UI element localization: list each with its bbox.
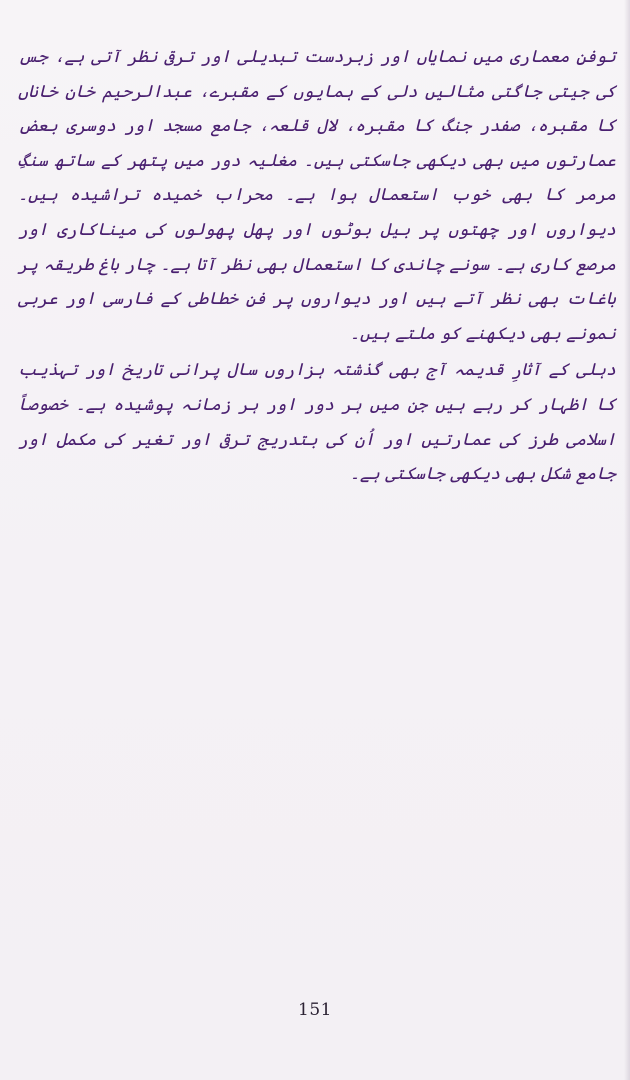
body-text: [18, 40, 616, 492]
page-edge-shadow: [624, 0, 630, 1080]
paragraph-delhi-monuments: دہلی کے آثارِ قدیمہ آج بھی گذشتہ ہزاروں سال پرانی تاریخ اور تہذیب کا اظہار کر رہے ہیں جن میں ہر دور اور ہر زمانہ پوشیدہ ہے۔ خصوصاً اسلامی طرز کی عمارتیں اور اُن کی بتدریج ترقی اور تغیر کی مکمل اور جامع شکل بھی دیکھی جاسکتی ہے۔: [18, 360, 616, 485]
page-number: 151: [298, 1000, 332, 1020]
paragraph-architecture: توفنِ معماری میں نمایاں اور زبردست تبدیلی اور ترقی نظر آتی ہے، جس کی جیتی جاگتی مثالیں دلی کے ہمایوں کے مقبرے، عبدالرحیم خان خاناں کا مقبرہ، صفدر جنگ کا مقبرہ، لال قلعہ، جامع مسجد اور دوسری بعض عمارتوں میں بھی دیکھی جاسکتی ہیں۔ مغلیہ دور میں پتھر کے ساتھ سنگِ مرمر کا بھی خوب استعمال ہوا ہے۔ محراب خمیدہ تراشیدہ ہیں۔ دیواروں اور چھتوں پر بیل بوٹوں اور پھل پھولوں کی میناکاری اور مرصع کاری ہے۔ سونے چاندی کا استعمال بھی نظر آتا ہے۔ چار باغ طریقہ پر باغات بھی نظر آتے ہیں اور دیواروں پر فنِ خطاطی کے فارسی اور عربی نمونے بھی دیکھنے کو ملتے ہیں۔: [18, 47, 616, 344]
